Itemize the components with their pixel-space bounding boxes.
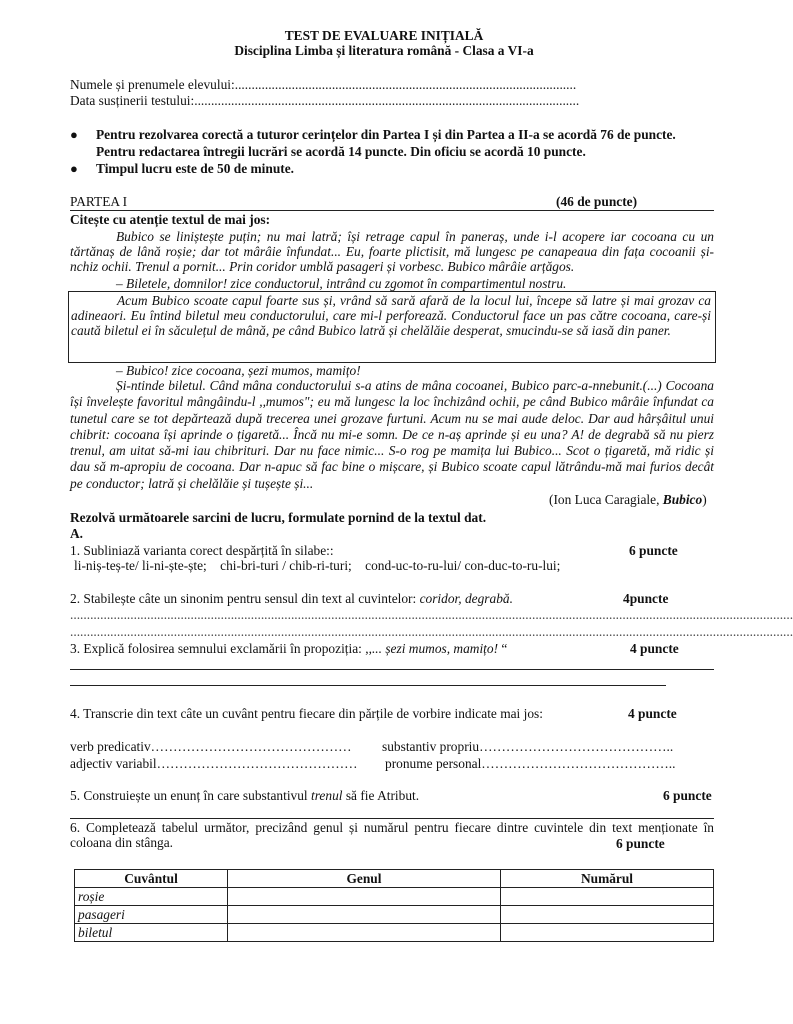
q3-quote: ... șezi mumos, mamițo!: [371, 641, 502, 656]
table-cell-word: biletul: [75, 924, 228, 942]
text-paragraph-4: Și-ntinde biletul. Când mâna conductorului s-a atins de mâna cocoanei, Bubico parc-a-nnebunit.(...) Cocoana își învelește favoritul mângâindu-l ,,mumos"; eu mă lungesc la loc închizând ochii, pe când Bubico mârâie înfundat ca tunetul care se tot depărtează după trecerea unei grozave furtuni. Acum nu se mai aude deloc. Dar aud hârșâitul unui chibrit: cocoana își aprinde o țigaretă... Încă nu mi-e somn. De ce n-aș aprinde și eu una? A! de degrabă să nu pierz trenul, am uitat să-mi iau chibrituri. Dar nu face nimic... S-o rog pe mamița lui Bubico... Scot o țigaretă, mă ridic și dau să m-apropiu de cocoana. Dar n-apuc să fac bine o mișcare, și Bubico scoate capul lătrându-mă mai furios decât pe conductor; latră și chelălăie și tușește și...: [70, 378, 714, 491]
part1-points: (46 de puncte): [556, 194, 638, 209]
page-subtitle: Disciplina Limba și literatura română - Clasa a VI-a: [234, 43, 534, 58]
text-paragraph-3: – Bubico! zice cocoana, șezi mumos, mamițo!: [116, 363, 361, 378]
table-row: [75, 888, 714, 906]
text-box-paragraph: Acum Bubico scoate capul foarte sus și, vrând să sară afară de la locul lui, începe să latre și mai grozav ca adineaori. Eu întind biletul meu conductorului, care mi-l perforează. Conductorul face un pas către cocoana, care-și caută biletul ei în săculețul de mână, pe când Bubico latră și chelălăie desperat, smucindu-se să iasă din paner.: [71, 293, 711, 338]
student-name-line: [70, 77, 576, 92]
test-date-label: Data susținerii testului:: [70, 93, 195, 108]
section-a: A.: [70, 526, 84, 541]
q5-answer-line[interactable]: [70, 818, 714, 819]
q3-answer-line-2[interactable]: [70, 685, 666, 686]
rule-2: Pentru redactarea întregii lucrări se acordă 14 puncte. Din oficiu se acordă 10 puncte.: [96, 144, 586, 159]
table-cell-gender[interactable]: [228, 924, 501, 942]
q4-adjective[interactable]: adjectiv variabil………………………………………: [70, 756, 358, 771]
q3-close: “: [501, 641, 508, 656]
table-cell-number[interactable]: [501, 924, 714, 942]
part1-title: PARTEA I: [70, 194, 128, 209]
table-cell-word: roșie: [75, 888, 228, 906]
page-title: TEST DE EVALUARE INIȚIALĂ: [284, 28, 484, 43]
q4-points: 4 puncte: [628, 706, 677, 721]
q5-points: 6 puncte: [663, 788, 712, 803]
table-row: [75, 906, 714, 924]
source-prefix: (Ion Luca Caragiale,: [549, 492, 663, 507]
rule-1: Pentru rezolvarea corectă a tuturor cerințelor din Partea I și din Partea a II-a se acordă 76 de puncte.: [96, 127, 676, 142]
text-paragraph-2: – Biletele, domnilor! zice conductorul, intrând cu zgomot în compartimentul nostru.: [116, 276, 567, 291]
table-row: [75, 924, 714, 942]
q1-text: 1. Subliniază varianta corect despărțită în silabe::: [70, 543, 334, 558]
divider: [70, 210, 714, 211]
rule-3: Timpul lucru este de 50 de minute.: [96, 161, 295, 176]
quoted-box: [68, 291, 716, 363]
source-suffix: ): [702, 492, 707, 507]
q2-points: 4puncte: [623, 591, 669, 606]
student-name-label: Numele și prenumele elevului:: [70, 77, 235, 92]
bullet-icon: ●: [70, 127, 78, 142]
q4-pronoun[interactable]: pronume personal……………………………………..: [385, 756, 676, 771]
table-cell-gender[interactable]: [228, 888, 501, 906]
table-header: Cuvântul: [75, 870, 228, 888]
q4-proper-noun[interactable]: substantiv propriu……………………………………..: [382, 739, 674, 754]
q1-options[interactable]: li-niș-teș-te/ li-ni-ște-ște; chi-bri-turi / chib-ri-turi; cond-uc-to-ru-lui/ con-duc-to-ru-lui;: [74, 558, 561, 573]
table-cell-number[interactable]: [501, 906, 714, 924]
q5-text-post: să fie Atribut.: [342, 788, 420, 803]
q4-verb[interactable]: verb predicativ………………………………………: [70, 739, 352, 754]
q3-line: [70, 641, 507, 656]
q5-text-pre: 5. Construiește un enunț în care substantivul: [70, 788, 311, 803]
text-source: [549, 492, 707, 507]
table-cell-gender[interactable]: [228, 906, 501, 924]
read-instruction: Citește cu atenție textul de mai jos:: [70, 212, 271, 227]
table-header: Numărul: [501, 870, 714, 888]
q6-points: 6 puncte: [616, 836, 665, 851]
q3-points: 4 puncte: [630, 641, 679, 656]
q4-text: 4. Transcrie din text câte un cuvânt pentru fiecare din părțile de vorbire indicate mai jos:: [70, 706, 543, 721]
q5-line: [70, 788, 419, 803]
test-date-field[interactable]: ...................................................................................................................: [194, 93, 580, 108]
test-date-line: [70, 93, 579, 108]
q5-word: trenul: [311, 788, 343, 803]
q2-answer-line-2[interactable]: ........................................................................................................................................................................................................................: [70, 624, 793, 639]
table-cell-number[interactable]: [501, 888, 714, 906]
q3-answer-line-1[interactable]: [70, 669, 714, 670]
tasks-intro: Rezolvă următoarele sarcini de lucru, formulate pornind de la textul dat.: [70, 510, 487, 525]
table-header: Genul: [228, 870, 501, 888]
q6-text: 6. Completează tabelul următor, precizând genul și numărul pentru fiecare dintre cuvintele din text menționate în coloana din stânga.: [70, 820, 714, 850]
source-title: Bubico: [662, 492, 703, 507]
bullet-icon: ●: [70, 161, 78, 176]
table-cell-word: pasageri: [75, 906, 228, 924]
student-name-field[interactable]: ......................................................................................................: [234, 77, 577, 92]
q2-words: coridor, degrabă.: [419, 591, 513, 606]
text-paragraph-1: Bubico se liniștește puțin; nu mai latră; își retrage capul în paneraș, unde i-l acopere iar cocoana cu un tărtănaș de lână roșie; dar tot mârâie înfundat... Eu, foarte plictisit, mă lungesc pe canapeaua din fața cocoanii și-nchiz ochii. Trenul a pornit... Prin coridor umblă pasageri și vorbesc. Bubico mârâie arțăgos.: [70, 229, 714, 274]
q3-text: 3. Explică folosirea semnului exclamării în propoziția: ,,: [70, 641, 372, 656]
q6-table: [74, 869, 714, 942]
q1-points: 6 puncte: [629, 543, 678, 558]
q2-text: 2. Stabilește câte un sinonim pentru sensul din text al cuvintelor:: [70, 591, 420, 606]
table-header-row: [75, 870, 714, 888]
q2-answer-line-1[interactable]: ........................................................................................................................................................................................................................: [70, 607, 793, 622]
q2-line: [70, 591, 513, 606]
